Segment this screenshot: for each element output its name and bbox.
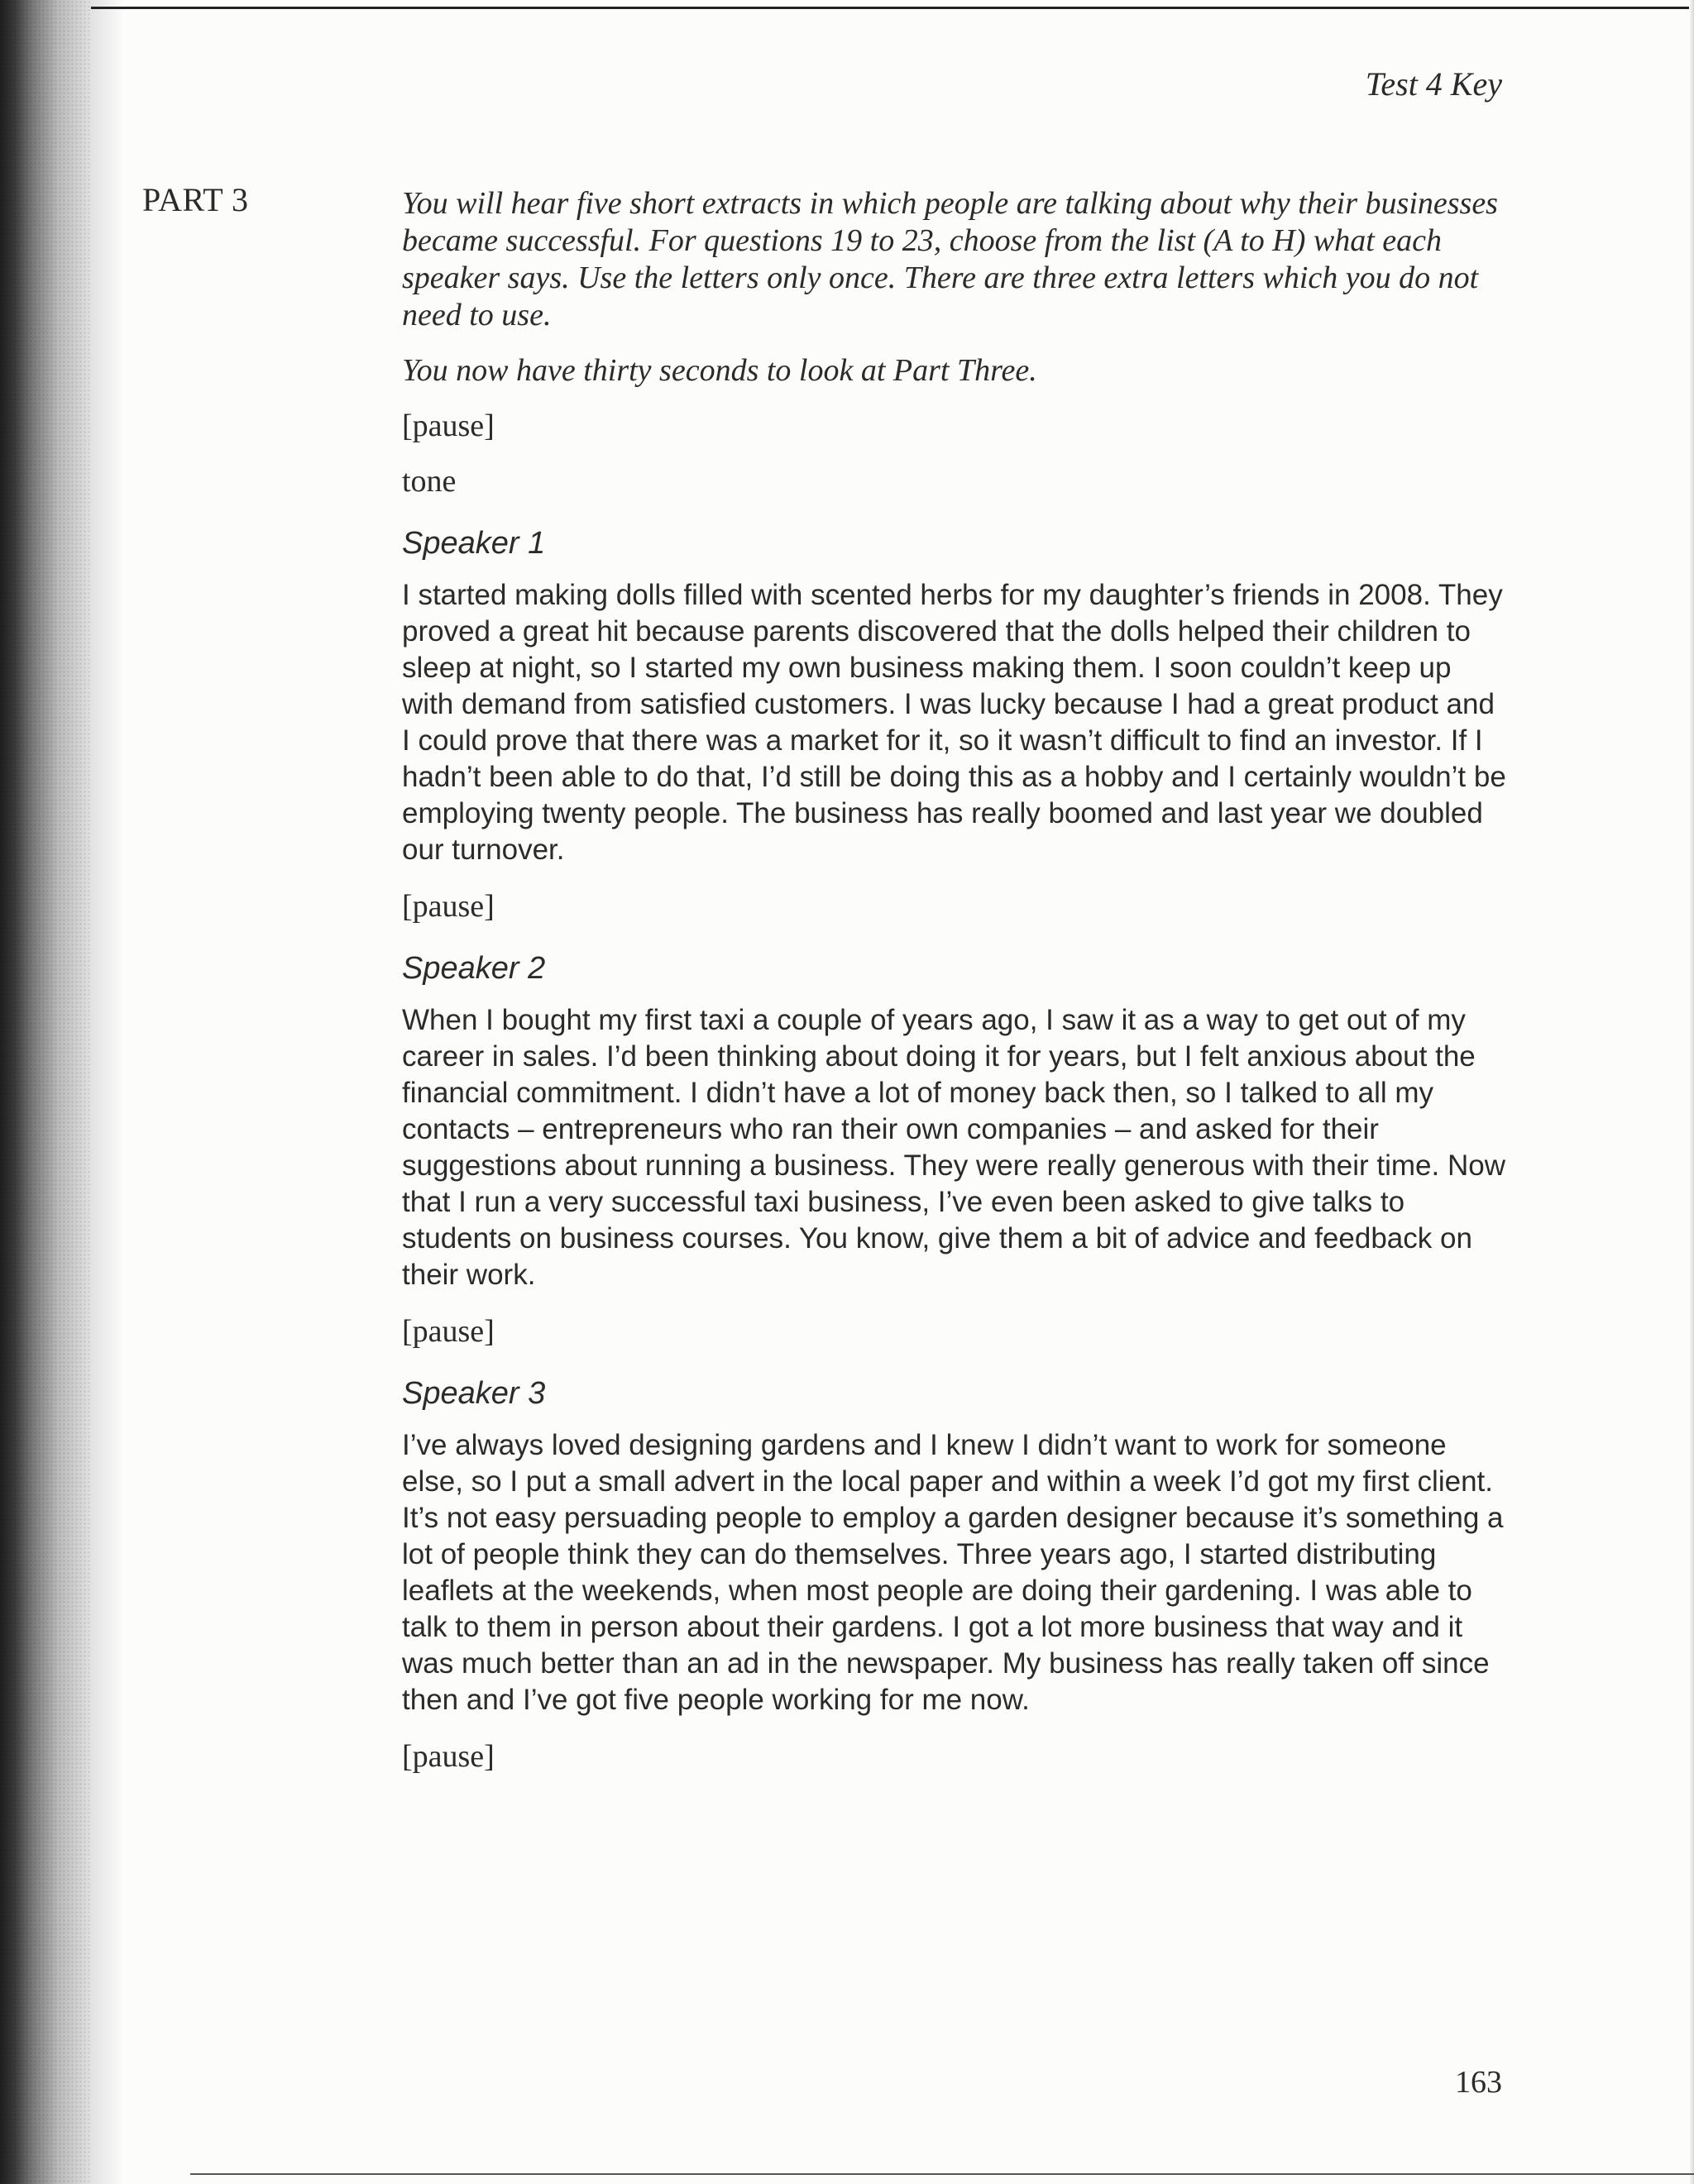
- bottom-edge-line: [190, 2173, 1694, 2175]
- scan-texture: [0, 0, 91, 2184]
- running-head: Test 4 Key: [1365, 65, 1502, 103]
- speaker-heading: Speaker 2: [402, 951, 546, 986]
- pause-marker: [pause]: [402, 1314, 495, 1349]
- pause-marker: [pause]: [402, 409, 495, 443]
- speaker-transcript: I started making dolls filled with scented herbs for my daughter’s friends in 2008. They proved a great hit because parents discovered that the dolls helped their children to sleep at night, so I started my own business making them. I soon couldn’t keep up with demand from satisfied customers. I was lucky because I had a great product and I could prove that there was a market for it, so it wasn’t difficult to find an investor. If I hadn’t been able to do that, I’d still be doing this as a hobby and I certainly wouldn’t be employing twenty people. The business has really boomed and last year we doubled our turnover.: [402, 579, 1506, 866]
- time-note: You now have thirty seconds to look at Part Three.: [402, 353, 1037, 388]
- speaker-transcript: When I bought my first taxi a couple of years ago, I saw it as a way to get out of my career in sales. I’d been thinking about doing it for years, but I felt anxious about the financial commitment. I didn’t have a lot of money back then, so I talked to all my contacts – entrepreneurs who ran their own companies – and asked for their suggestions about running a business. They were really generous with their time. Now that I run a very successful taxi business, I’ve even been asked to give talks to students on business courses. You know, give them a bit of advice and feedback on their work.: [402, 1004, 1505, 1291]
- speaker-1-section: [402, 525, 1510, 925]
- part-label: PART 3: [142, 181, 249, 218]
- right-page-edge: [1689, 0, 1694, 2184]
- speaker-heading: Speaker 3: [402, 1376, 546, 1411]
- pause-marker: [pause]: [402, 889, 495, 924]
- instructions: You will hear five short extracts in which people are talking about why their businesses became successful. For questions 19 to 23, choose from the list (A to H) what each speaker says. Use the letters only once. There are three extra letters which you do not need to use.: [402, 186, 1498, 332]
- content-column: [402, 185, 1510, 1794]
- speaker-heading: Speaker 1: [402, 526, 546, 561]
- page-number: 163: [1455, 2065, 1502, 2100]
- pause-marker: [pause]: [402, 1739, 495, 1774]
- speaker-3-section: [402, 1375, 1510, 1775]
- speaker-2-section: [402, 950, 1510, 1350]
- top-edge-line: [91, 7, 1694, 9]
- speaker-transcript: I’ve always loved designing gardens and I knew I didn’t want to work for someone else, so I put a small advert in the local paper and within a week I’d got my first client. It’s not easy persuading people to employ a garden designer because it’s something a lot of people think they can do themselves. Three years ago, I started distributing leaflets at the weekends, when most people are doing their gardening. I was able to talk to them in person about their gardens. I got a lot more business that way and it was much better than an ad in the newspaper. My business has really taken off since then and I’ve got five people working for me now.: [402, 1429, 1504, 1716]
- tone-marker: tone: [402, 464, 457, 499]
